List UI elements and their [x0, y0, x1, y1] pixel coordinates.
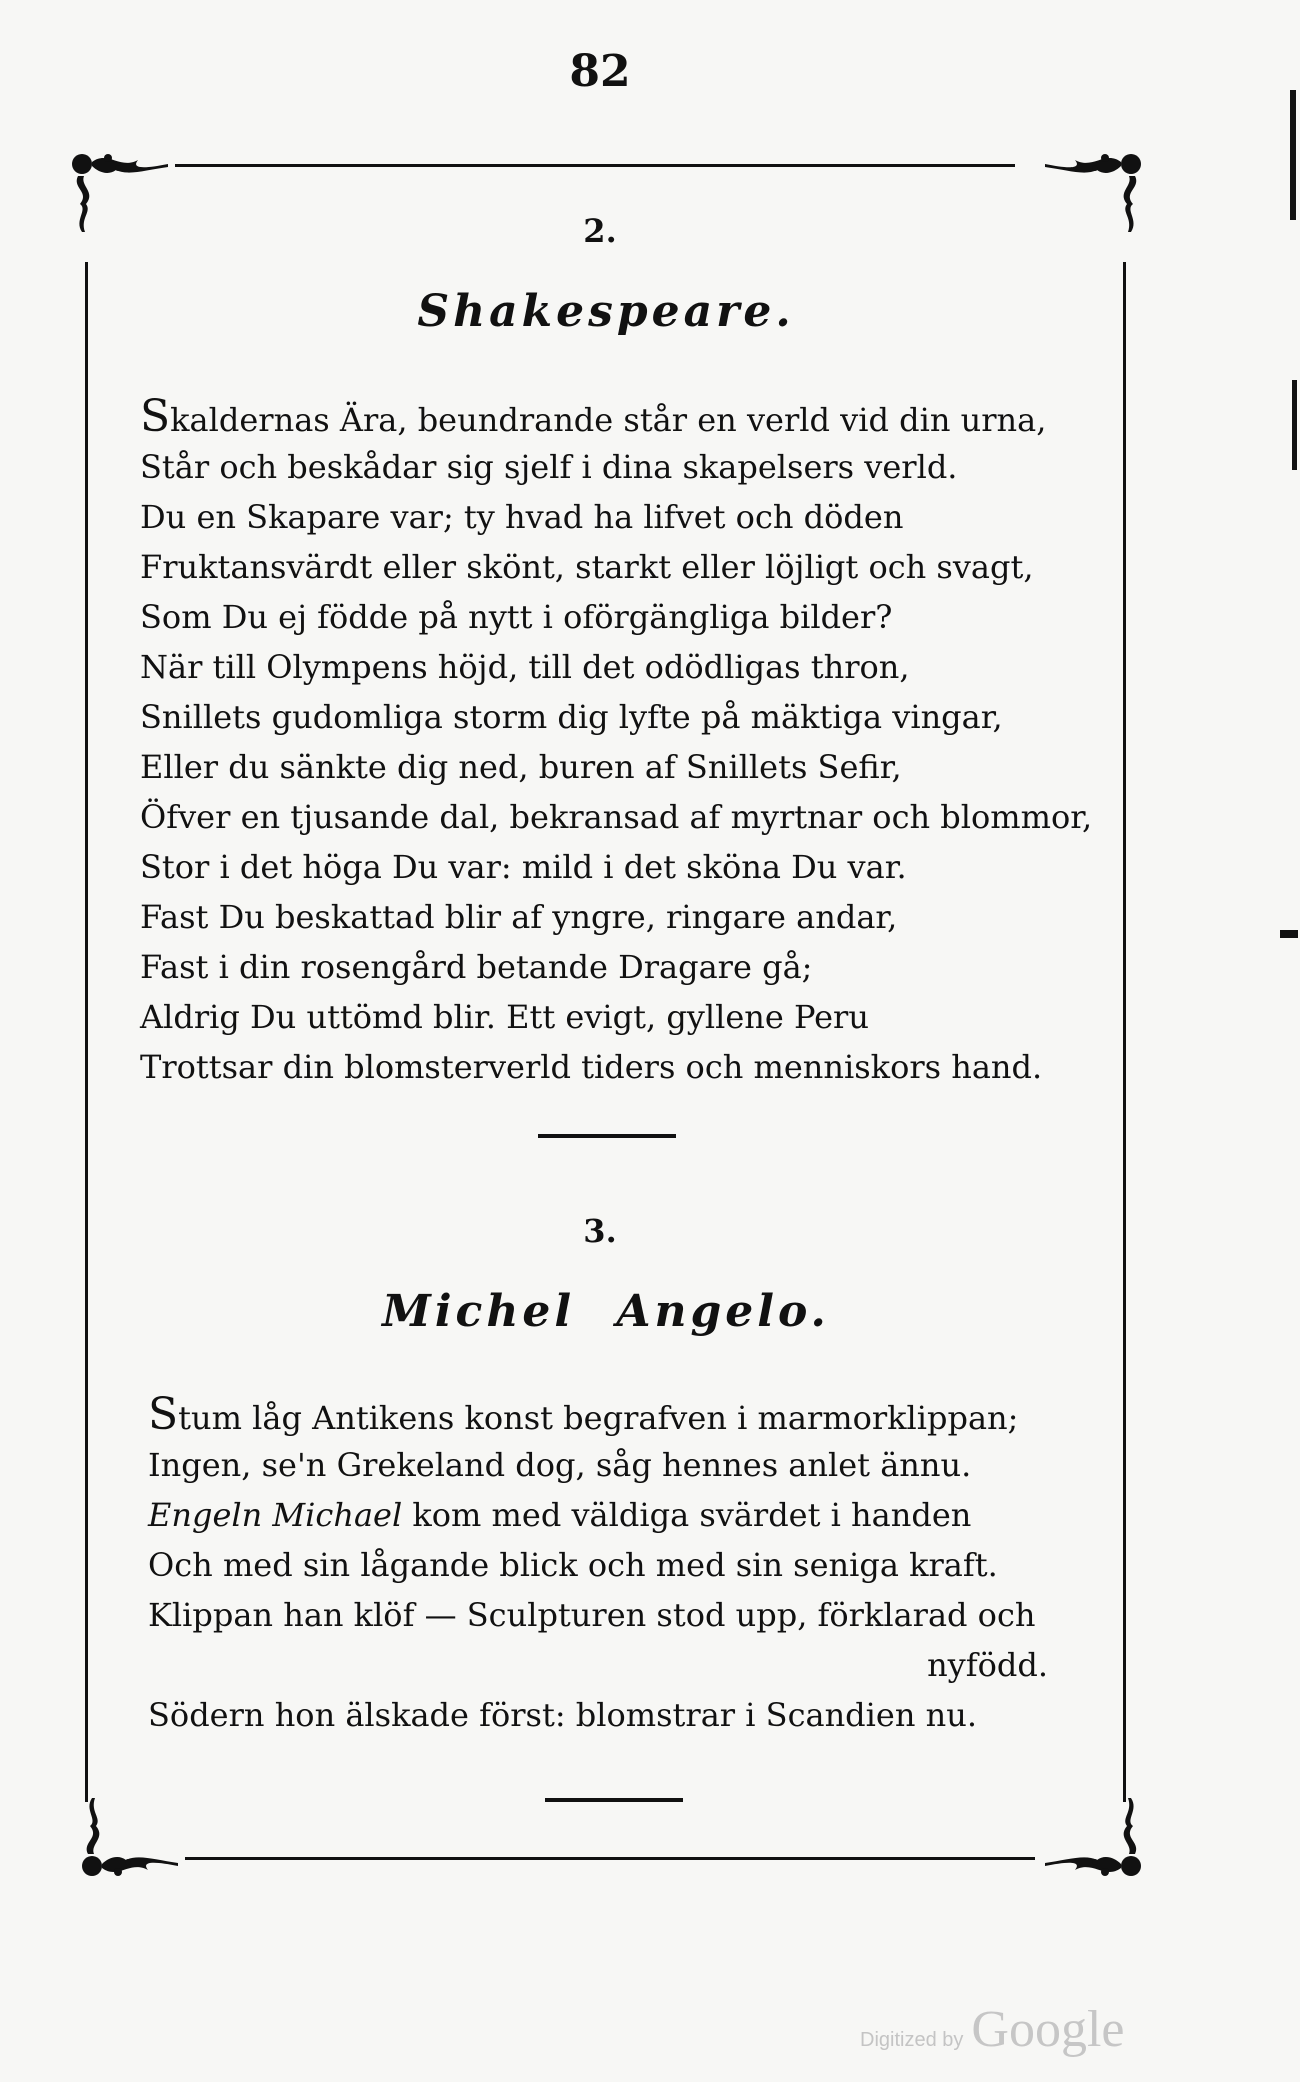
scan-edge-mark	[1292, 380, 1297, 470]
poem-line: Fast i din rosengård betande Dragare gå;	[140, 948, 813, 986]
poem-line: Skaldernas Ära, beundrande står en verld vid din urna,	[140, 391, 1047, 442]
corner-ornament-icon	[78, 1790, 178, 1890]
poem-line: Fast Du beskattad blir af yngre, ringare andar,	[140, 898, 898, 936]
watermark-prefix: Digitized by	[860, 2029, 964, 2051]
frame-left-rule	[85, 262, 88, 1802]
poem-line: Eller du sänkte dig ned, buren af Snillets Sefir,	[140, 748, 902, 786]
scan-edge-mark	[1290, 90, 1296, 220]
poem-line: Södern hon älskade först: blomstrar i Scandien nu.	[148, 1696, 977, 1734]
scan-edge-mark	[1280, 930, 1298, 938]
poem-line: Stum låg Antikens konst begrafven i marmorklippan;	[148, 1389, 1019, 1440]
poem-line: Som Du ej födde på nytt i oförgängliga bilder?	[140, 598, 893, 636]
poem-title: Shakespeare.	[417, 286, 795, 337]
italic-name: Engeln Michael	[148, 1496, 403, 1534]
section-divider	[538, 1134, 676, 1138]
poem-stanza	[148, 1390, 1088, 1740]
section-number: 2.	[583, 212, 617, 250]
frame-bottom-rule	[185, 1857, 1035, 1860]
poem-stanza	[140, 391, 1093, 1092]
watermark-brand: Google	[971, 2001, 1125, 2058]
poem-line: Klippan han klöf — Sculpturen stod upp, förklarad och	[148, 1596, 1036, 1634]
section-divider	[545, 1798, 683, 1802]
poem-line-continuation: nyfödd.	[927, 1646, 1048, 1684]
poem-line: Trottsar din blomsterverld tiders och menniskors hand.	[140, 1048, 1043, 1086]
poem-line: Står och beskådar sig sjelf i dina skapelsers verld.	[140, 448, 958, 486]
poem-line: Du en Skapare var; ty hvad ha lifvet och döden	[140, 498, 904, 536]
poem-title: Michel Angelo.	[382, 1286, 830, 1337]
drop-cap-letter: S	[140, 391, 171, 442]
poem-line-rest: kom med väldiga svärdet i handen	[412, 1496, 972, 1534]
poem-line	[148, 1490, 1088, 1540]
poem-line: Aldrig Du uttömd blir. Ett evigt, gyllene Peru	[140, 998, 869, 1036]
poem-line: Och med sin lågande blick och med sin seniga kraft.	[148, 1546, 998, 1584]
drop-cap-letter: S	[148, 1389, 179, 1440]
poem-line: När till Olympens höjd, till det odödligas thron,	[140, 648, 910, 686]
poem-line: Fruktansvärdt eller skönt, starkt eller löjligt och svagt,	[140, 548, 1034, 586]
digitized-watermark	[860, 2000, 1124, 2059]
poem-line: Snillets gudomliga storm dig lyfte på mäktiga vingar,	[140, 698, 1003, 736]
poem-line: Öfver en tjusande dal, bekransad af myrtnar och blommor,	[140, 798, 1093, 836]
page-number: 82	[569, 46, 631, 97]
poem-line: Stor i det höga Du var: mild i det sköna Du var.	[140, 848, 907, 886]
section-number: 3.	[583, 1212, 617, 1250]
frame-right-rule	[1123, 262, 1126, 1802]
frame-top-rule	[175, 164, 1015, 167]
poem-line: Ingen, se'n Grekeland dog, såg hennes anlet ännu.	[148, 1446, 972, 1484]
corner-ornament-icon	[1045, 1790, 1145, 1890]
